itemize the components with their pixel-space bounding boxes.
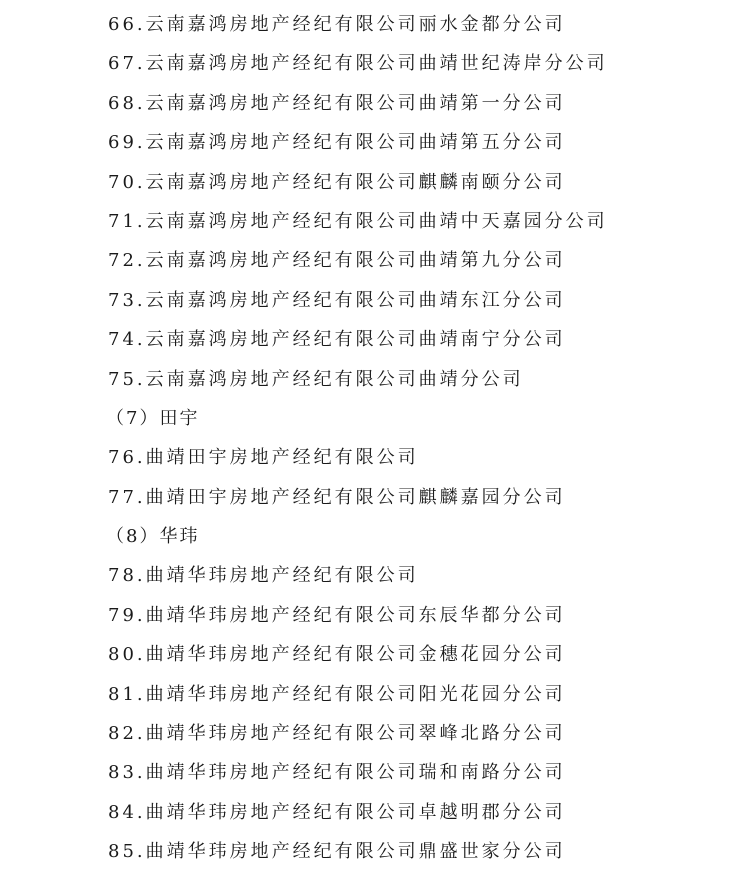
list-item: 85.曲靖华玮房地产经纪有限公司鼎盛世家分公司 [108,841,566,863]
list-item: 68.云南嘉鸿房地产经纪有限公司曲靖第一分公司 [108,92,566,114]
section-heading: （8）华玮 [106,526,200,548]
list-item: 81.曲靖华玮房地产经纪有限公司阳光花园分公司 [108,683,566,705]
list-item: 74.云南嘉鸿房地产经纪有限公司曲靖南宁分公司 [108,329,566,351]
list-item: 70.云南嘉鸿房地产经纪有限公司麒麟南颐分公司 [108,171,566,193]
list-item: 78.曲靖华玮房地产经纪有限公司 [108,565,419,587]
list-item: 79.曲靖华玮房地产经纪有限公司东辰华都分公司 [108,604,566,626]
list-item: 73.云南嘉鸿房地产经纪有限公司曲靖东江分公司 [108,289,566,311]
list-item: 75.云南嘉鸿房地产经纪有限公司曲靖分公司 [108,368,524,390]
list-item: 77.曲靖田宇房地产经纪有限公司麒麟嘉园分公司 [108,486,566,508]
list-item: 83.曲靖华玮房地产经纪有限公司瑞和南路分公司 [108,762,566,784]
list-item: 66.云南嘉鸿房地产经纪有限公司丽水金都分公司 [108,14,566,35]
list-item: 67.云南嘉鸿房地产经纪有限公司曲靖世纪涛岸分公司 [108,53,608,75]
list-item: 69.云南嘉鸿房地产经纪有限公司曲靖第五分公司 [108,132,566,154]
list-item: 71.云南嘉鸿房地产经纪有限公司曲靖中天嘉园分公司 [108,210,608,232]
list-item: 72.云南嘉鸿房地产经纪有限公司曲靖第九分公司 [108,250,566,272]
document-page [0,5,742,872]
list-item: 76.曲靖田宇房地产经纪有限公司 [108,447,419,469]
list-item: 82.曲靖华玮房地产经纪有限公司翠峰北路分公司 [108,723,566,745]
list-item: 84.曲靖华玮房地产经纪有限公司卓越明郡分公司 [108,801,566,823]
section-heading: （7）田宇 [106,407,200,429]
list-item: 80.曲靖华玮房地产经纪有限公司金穗花园分公司 [108,644,566,666]
